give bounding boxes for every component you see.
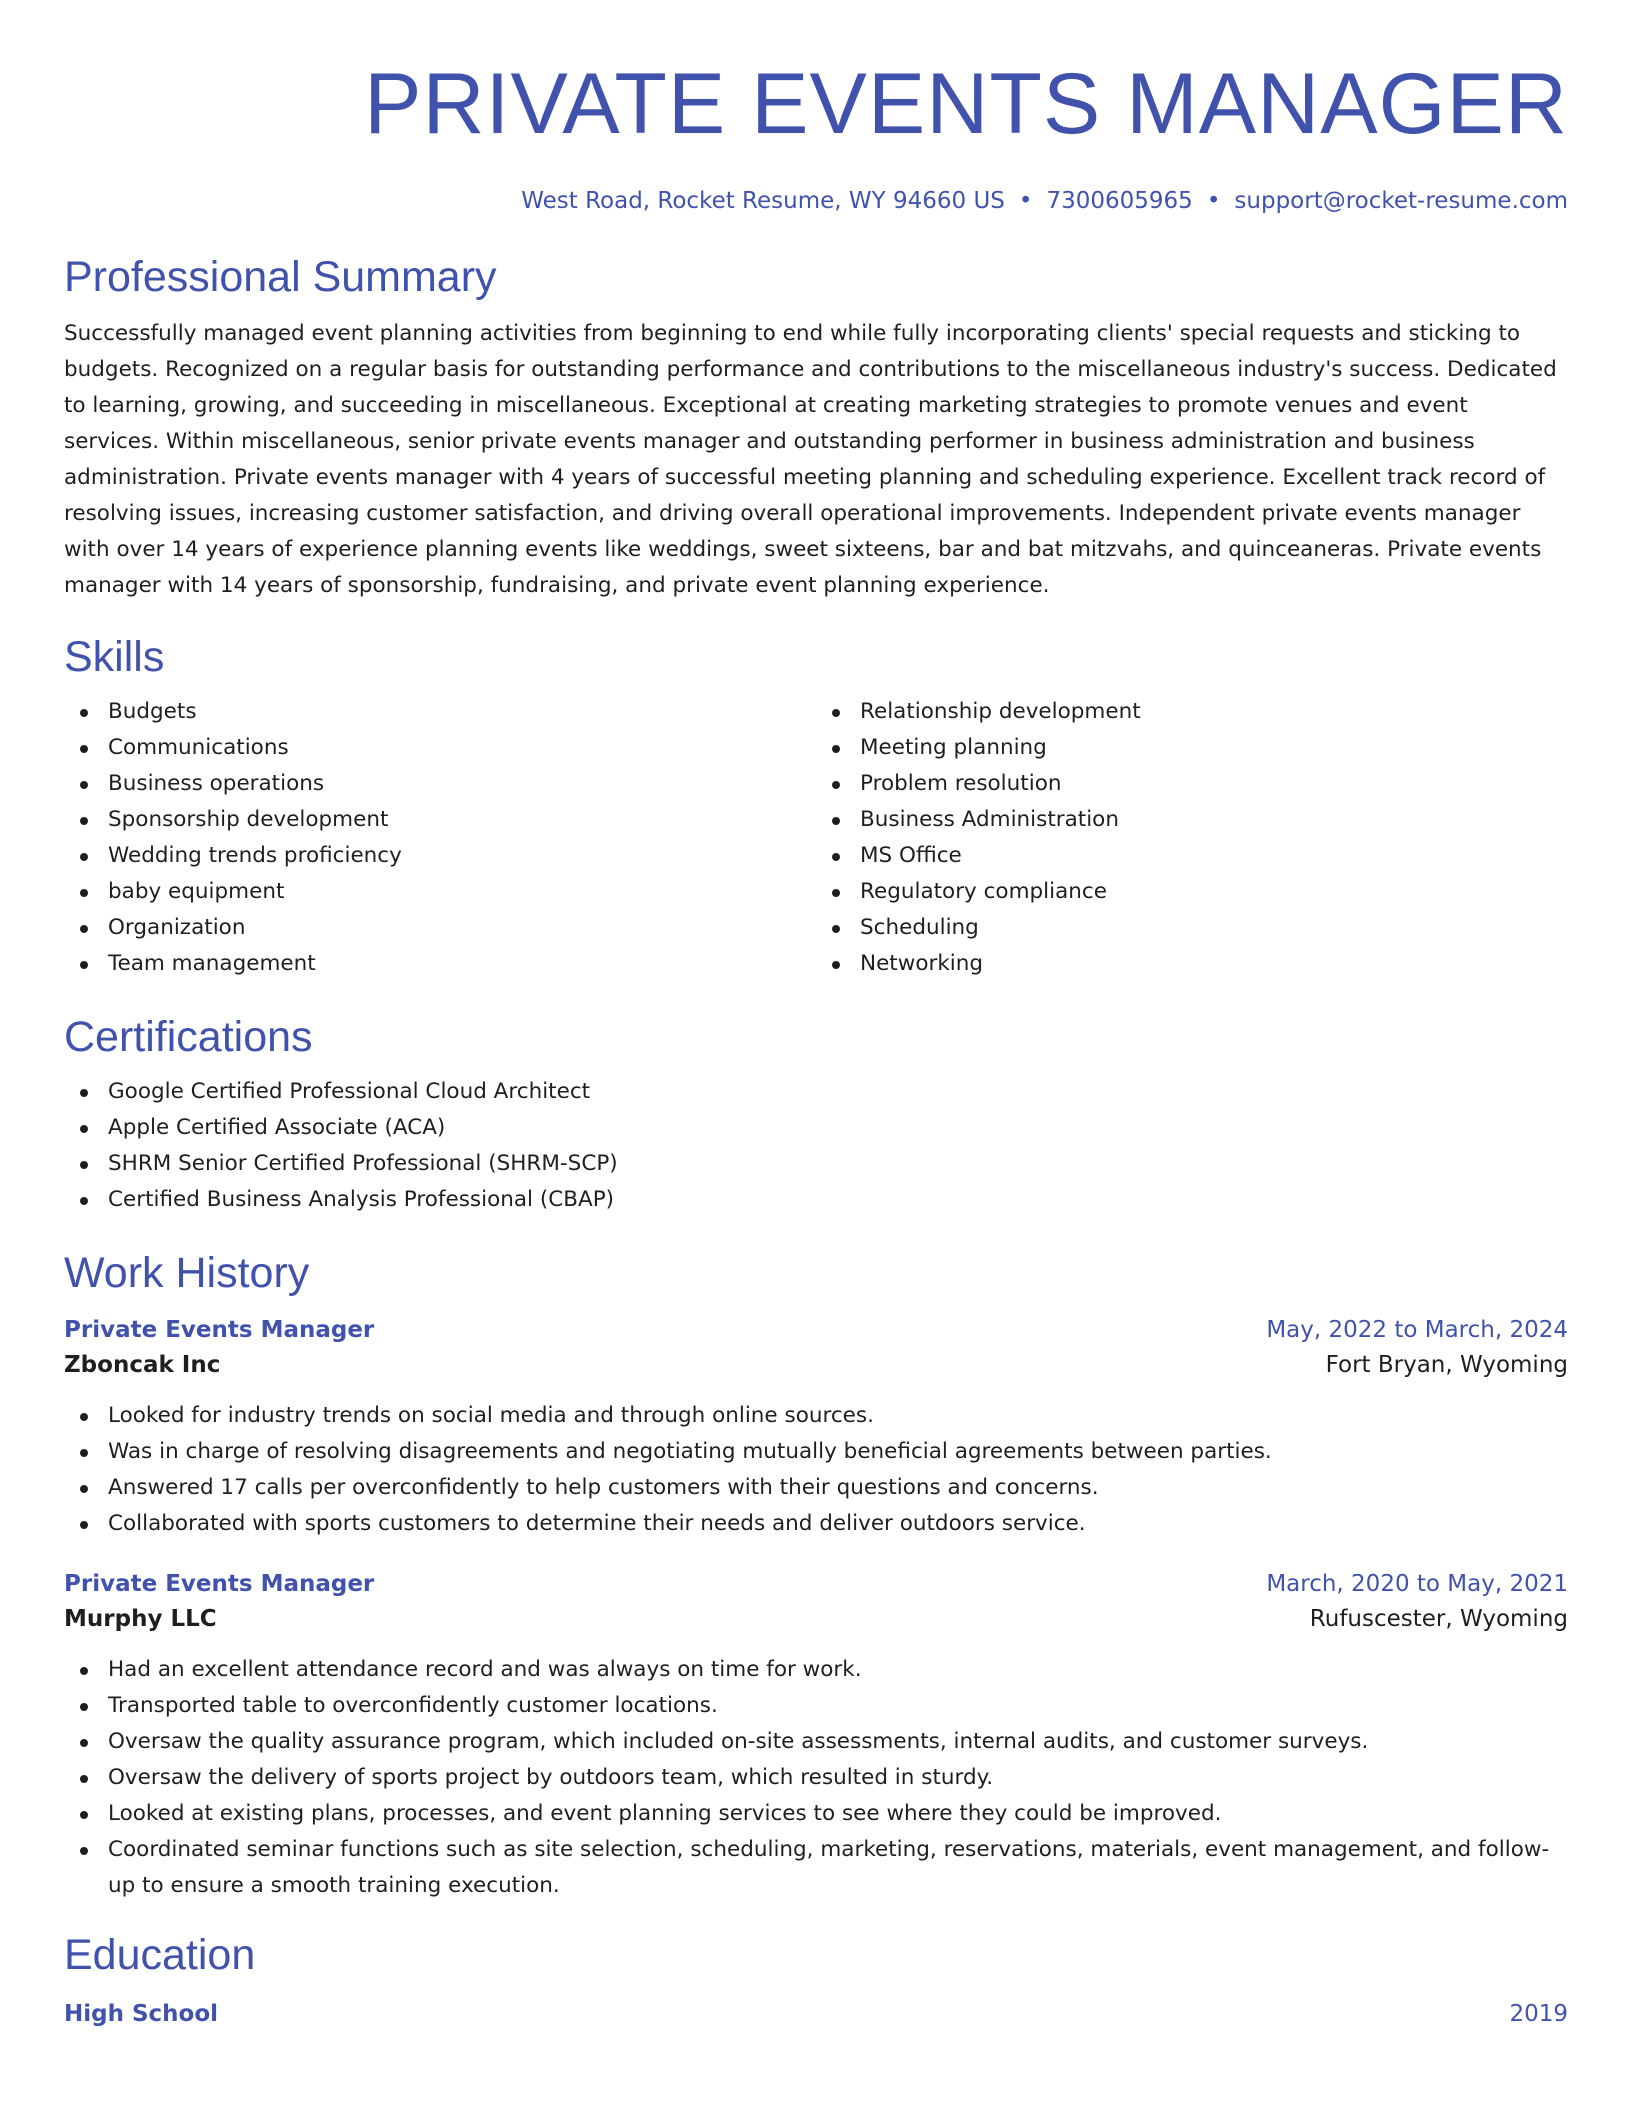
job-duty: Looked for industry trends on social media and through online sources.	[108, 1398, 1568, 1434]
education-year: 2019	[1509, 2001, 1568, 2027]
skill-item: Wedding trends proficiency	[108, 838, 816, 874]
skill-item: Relationship development	[860, 694, 1568, 730]
job-duty: Was in charge of resolving disagreements and negotiating mutually beneficial agreements between parties.	[108, 1434, 1568, 1470]
skills-list-left	[64, 694, 816, 982]
skill-item: Business Administration	[860, 802, 1568, 838]
skill-item: Organization	[108, 910, 816, 946]
skill-item: Meeting planning	[860, 730, 1568, 766]
skill-item: Sponsorship development	[108, 802, 816, 838]
skills-heading: Skills	[64, 633, 165, 681]
work-history-section	[64, 1248, 1568, 1904]
summary-section	[64, 252, 1568, 604]
job-dates: March, 2020 to May, 2021	[1266, 1571, 1568, 1597]
job-duties-list	[64, 1652, 1568, 1904]
job-entry	[64, 1568, 1568, 1904]
job-company: Murphy LLC	[64, 1606, 217, 1632]
skill-item: Problem resolution	[860, 766, 1568, 802]
job-entry	[64, 1314, 1568, 1542]
skill-item: Scheduling	[860, 910, 1568, 946]
resume-header	[64, 56, 1568, 216]
job-duty: Collaborated with sports customers to determine their needs and deliver outdoors service.	[108, 1506, 1568, 1542]
job-title-row	[64, 1314, 1568, 1346]
job-duties-list	[64, 1398, 1568, 1542]
job-duty: Transported table to overconfidently customer locations.	[108, 1688, 1568, 1724]
job-duty: Looked at existing plans, processes, and event planning services to see where they could be improved.	[108, 1796, 1568, 1832]
contact-email: support@rocket-resume.com	[1234, 188, 1568, 214]
contact-separator: •	[1018, 188, 1033, 214]
certification-item: Google Certified Professional Cloud Architect	[108, 1074, 1568, 1110]
skill-item: Communications	[108, 730, 816, 766]
skill-item: Business operations	[108, 766, 816, 802]
job-location: Rufuscester, Wyoming	[1309, 1606, 1568, 1632]
skill-item: baby equipment	[108, 874, 816, 910]
job-title-row	[64, 1568, 1568, 1600]
skills-section	[64, 632, 1568, 982]
skill-item: MS Office	[860, 838, 1568, 874]
skills-list-right	[816, 694, 1568, 982]
certifications-section	[64, 1012, 1568, 1218]
skill-item: Team management	[108, 946, 816, 982]
job-duty: Had an excellent attendance record and was always on time for work.	[108, 1652, 1568, 1688]
job-duty: Oversaw the delivery of sports project by outdoors team, which resulted in sturdy.	[108, 1760, 1568, 1796]
work-history-heading: Work History	[64, 1249, 310, 1297]
job-dates: May, 2022 to March, 2024	[1266, 1317, 1568, 1343]
contact-line	[64, 186, 1568, 216]
job-company: Zboncak Inc	[64, 1352, 221, 1378]
contact-separator: •	[1206, 188, 1221, 214]
skill-item: Networking	[860, 946, 1568, 982]
certification-item: Certified Business Analysis Professional (CBAP)	[108, 1182, 1568, 1218]
job-location: Fort Bryan, Wyoming	[1325, 1352, 1568, 1378]
job-duty: Oversaw the quality assurance program, which included on-site assessments, internal audits, and customer surveys.	[108, 1724, 1568, 1760]
job-duty: Answered 17 calls per overconfidently to help customers with their questions and concerns.	[108, 1470, 1568, 1506]
job-duty: Coordinated seminar functions such as site selection, scheduling, marketing, reservations, materials, event management, and follow-up to ensure a smooth training execution.	[108, 1832, 1568, 1904]
skills-columns	[64, 694, 1568, 982]
skill-item: Budgets	[108, 694, 816, 730]
job-title: Private Events Manager	[64, 1317, 375, 1343]
summary-text: Successfully managed event planning activities from beginning to end while fully incorporating clients' special requests and sticking to budgets. Recognized on a regular basis for outstanding performance and contributions to the miscellaneous industry's success. Dedicated to learning, growing, and succeeding in miscellaneous. Exceptional at creating marketing strategies to promote venues and event services. Within miscellaneous, senior private events manager and outstanding performer in business administration and business administration. Private events manager with 4 years of successful meeting planning and scheduling experience. Excellent track record of resolving issues, increasing customer satisfaction, and driving overall operational improvements. Independent private events manager with over 14 years of experience planning events like weddings, sweet sixteens, bar and bat mitzvahs, and quinceaneras. Private events manager with 14 years of sponsorship, fundraising, and private event planning experience.	[64, 321, 1557, 598]
contact-phone: 7300605965	[1046, 188, 1193, 214]
certification-item: Apple Certified Associate (ACA)	[108, 1110, 1568, 1146]
education-entry	[64, 1998, 1568, 2030]
certifications-list	[64, 1074, 1568, 1218]
summary-heading: Professional Summary	[64, 253, 497, 301]
certification-item: SHRM Senior Certified Professional (SHRM-SCP)	[108, 1146, 1568, 1182]
education-heading: Education	[64, 1931, 256, 1979]
resume-title: PRIVATE EVENTS MANAGER	[364, 56, 1568, 152]
contact-address: West Road, Rocket Resume, WY 94660 US	[521, 188, 1005, 214]
job-company-row	[64, 1600, 1568, 1638]
education-degree: High School	[64, 2001, 219, 2027]
education-section	[64, 1930, 1568, 2030]
certifications-heading: Certifications	[64, 1013, 313, 1061]
skill-item: Regulatory compliance	[860, 874, 1568, 910]
job-company-row	[64, 1346, 1568, 1384]
job-title: Private Events Manager	[64, 1571, 375, 1597]
